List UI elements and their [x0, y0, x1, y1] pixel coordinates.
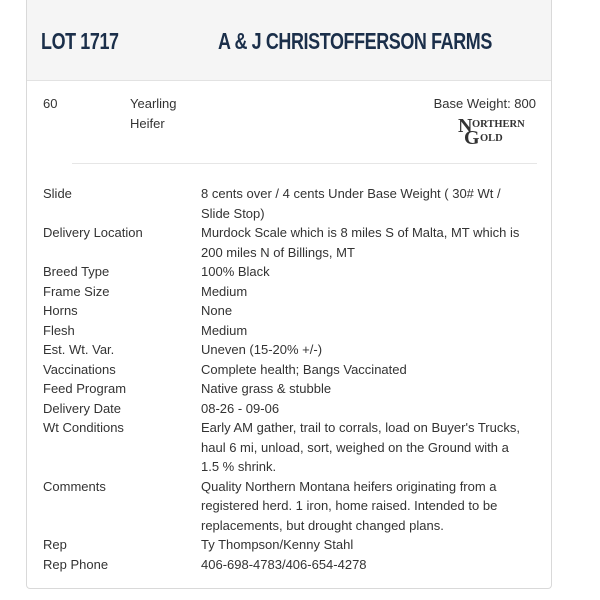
detail-value: Murdock Scale which is 8 miles S of Malta, MT which is 200 miles N of Billings, MT — [201, 225, 520, 260]
detail-value: Ty Thompson/Kenny Stahl — [201, 537, 354, 552]
farm-name: A & J CHRISTOFFERSON FARMS — [218, 28, 492, 54]
detail-label: Est. Wt. Var. — [43, 342, 115, 357]
detail-label: Delivery Date — [43, 400, 122, 416]
head-count: 60 — [43, 96, 58, 111]
detail-value: Complete health; Bangs Vaccinated — [201, 361, 407, 377]
divider — [72, 163, 537, 164]
detail-value: Medium — [201, 322, 248, 338]
detail-label: Horns — [43, 303, 78, 318]
detail-value: 100% Black — [201, 264, 270, 279]
detail-value: Medium — [201, 283, 248, 299]
cattle-type-line2: Heifer — [130, 116, 165, 131]
lot-header — [27, 0, 551, 81]
detail-label: Flesh — [43, 322, 75, 338]
detail-value: 8 cents over / 4 cents Under Base Weight ( 30# Wt / Slide Stop) — [201, 186, 501, 221]
detail-row — [27, 535, 551, 555]
logo-text-top: ORTHERN — [472, 119, 525, 130]
detail-row — [27, 418, 551, 477]
cattle-type-line1: Yearling — [130, 96, 177, 111]
detail-value: Uneven (15-20% +/-) — [201, 342, 323, 357]
detail-row — [27, 301, 551, 321]
detail-label: Rep — [43, 537, 67, 552]
detail-row — [27, 555, 551, 575]
lot-card — [26, 0, 552, 589]
detail-label: Frame Size — [43, 283, 110, 299]
detail-row — [27, 223, 551, 262]
detail-row — [27, 360, 551, 380]
detail-row — [27, 282, 551, 302]
detail-label: Wt Conditions — [43, 420, 124, 435]
logo-text-bottom: OLD — [480, 133, 503, 144]
detail-label: Vaccinations — [43, 361, 116, 377]
detail-value: None — [201, 303, 233, 318]
logo-letter-n: N — [458, 115, 473, 137]
detail-row — [27, 399, 551, 419]
lot-summary — [27, 80, 551, 164]
detail-row — [27, 379, 551, 399]
detail-label: Delivery Location — [43, 225, 143, 240]
detail-value: Quality Northern Montana heifers originating from a registered herd. 1 iron, home raised. Intended to be replacements, but drought changed plans. — [201, 478, 498, 533]
detail-row — [27, 262, 551, 282]
detail-label: Rep Phone — [43, 556, 109, 572]
lot-details — [27, 184, 551, 574]
base-weight: Base Weight: 800 — [433, 96, 536, 111]
logo-letter-g: G — [464, 127, 480, 145]
lot-number: LOT 1717 — [41, 28, 119, 54]
detail-label: Comments — [43, 478, 106, 494]
detail-label: Feed Program — [43, 381, 127, 396]
detail-label: Slide — [43, 186, 72, 201]
detail-row — [27, 340, 551, 360]
detail-label: Breed Type — [43, 264, 110, 279]
detail-value: 406-698-4783/406-654-4278 — [201, 556, 367, 572]
detail-value: Native grass & stubble — [201, 381, 332, 396]
detail-value: 08-26 - 09-06 — [201, 400, 280, 416]
detail-row — [27, 477, 551, 536]
detail-row — [27, 321, 551, 341]
detail-value: Early AM gather, trail to corrals, load on Buyer's Trucks, haul 6 mi, unload, sort, weighed on the Ground with a 1.5 % shrink. — [201, 420, 520, 474]
detail-row — [27, 184, 551, 223]
northern-gold-logo — [456, 115, 536, 145]
